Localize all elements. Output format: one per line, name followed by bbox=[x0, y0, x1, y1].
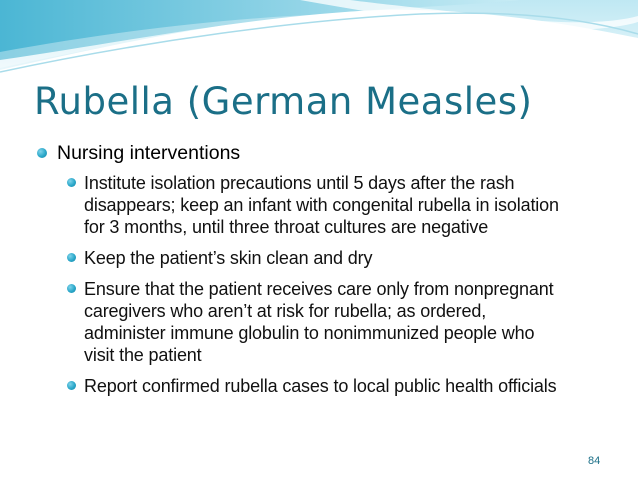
slide-content bbox=[34, 141, 624, 397]
bullet-icon bbox=[67, 178, 76, 187]
page-number: 84 bbox=[588, 455, 601, 467]
line: Ensure that the patient receives care only from nonpregnant bbox=[84, 279, 554, 299]
slide-title: Rubella (German Measles) bbox=[34, 80, 533, 123]
bullet-icon bbox=[67, 381, 76, 390]
line: for 3 months, until three throat cultures are negative bbox=[84, 217, 489, 237]
heading-text: Nursing interventions bbox=[57, 142, 241, 164]
sub-bullet-1 bbox=[34, 172, 624, 238]
line: Institute isolation precautions until 5 days after the rash bbox=[84, 173, 515, 193]
header-wave-decoration bbox=[0, 0, 638, 90]
line: Keep the patient’s skin clean and dry bbox=[84, 248, 373, 268]
bullet-icon bbox=[37, 148, 47, 158]
sub-bullet-4 bbox=[34, 375, 624, 397]
line: disappears; keep an infant with congenital rubella in isolation bbox=[84, 195, 559, 215]
bullet-icon bbox=[67, 253, 76, 262]
line: visit the patient bbox=[84, 345, 202, 365]
sub-bullet-3 bbox=[34, 278, 624, 366]
line: administer immune globulin to nonimmunized people who bbox=[84, 323, 535, 343]
bullet-icon bbox=[67, 284, 76, 293]
line: caregivers who aren’t at risk for rubella; as ordered, bbox=[84, 301, 487, 321]
sub-bullet-2 bbox=[34, 247, 624, 269]
heading-bullet bbox=[34, 141, 624, 165]
line: Report confirmed rubella cases to local public health officials bbox=[84, 376, 557, 396]
